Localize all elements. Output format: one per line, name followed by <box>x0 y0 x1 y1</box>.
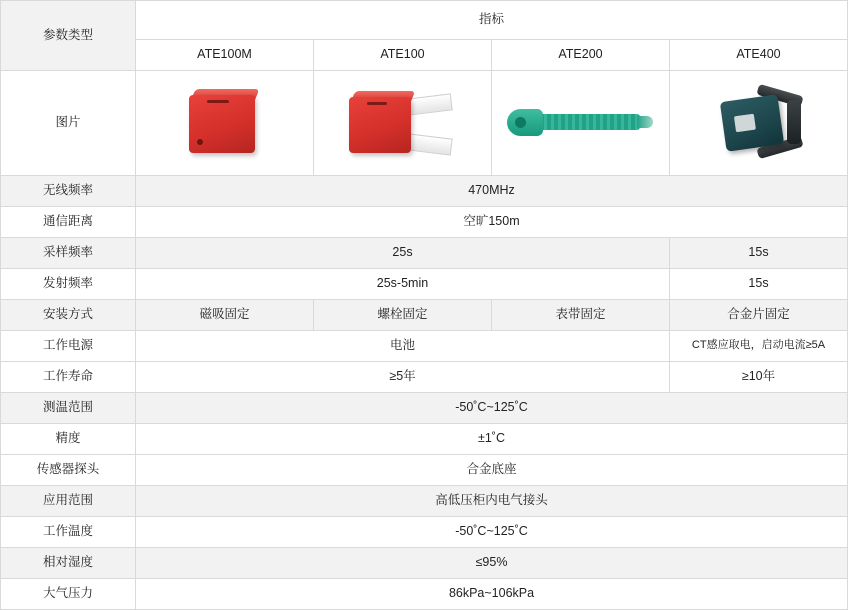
ct-body-block <box>719 94 783 152</box>
row-label-relative-humidity: 相对湿度 <box>1 548 136 579</box>
row-value-working-life-a: ≥5年 <box>136 362 670 393</box>
image-row <box>1 71 848 176</box>
row-label-atmospheric-pressure: 大气压力 <box>1 579 136 610</box>
table-row <box>1 362 848 393</box>
indicator-header: 指标 <box>136 1 848 40</box>
row-value-working-life-b: ≥10年 <box>670 362 848 393</box>
red-cube-sensor-image <box>136 71 313 175</box>
row-value-installation-ate200: 表带固定 <box>492 300 670 331</box>
model-header-ate100: ATE100 <box>314 40 492 71</box>
row-value-transmit-frequency-a: 25s-5min <box>136 269 670 300</box>
table-header-row <box>1 1 848 40</box>
table-body <box>1 1 848 610</box>
row-value-communication-distance: 空旷150m <box>136 207 848 238</box>
cube-slot <box>207 100 229 103</box>
row-value-relative-humidity: ≤95% <box>136 548 848 579</box>
row-label-wireless-frequency: 无线频率 <box>1 176 136 207</box>
row-value-temperature-range: -50˚C~125˚C <box>136 393 848 424</box>
row-value-transmit-frequency-b: 15s <box>670 269 848 300</box>
fork-prong-lower <box>403 133 452 156</box>
green-cable-tie-sensor-image <box>492 71 669 175</box>
product-image-cell-ate100 <box>314 71 492 176</box>
model-header-ate100m: ATE100M <box>136 40 314 71</box>
table-row <box>1 424 848 455</box>
table-row <box>1 579 848 610</box>
row-label-accuracy: 精度 <box>1 424 136 455</box>
red-fork-sensor-image <box>314 71 491 175</box>
tie-strap <box>540 114 640 130</box>
row-label-power-supply: 工作电源 <box>1 331 136 362</box>
fork-body <box>349 97 411 153</box>
table-row <box>1 238 848 269</box>
table-row <box>1 300 848 331</box>
image-row-label: 图片 <box>1 71 136 176</box>
row-value-accuracy: ±1˚C <box>136 424 848 455</box>
row-value-sampling-frequency-b: 15s <box>670 238 848 269</box>
red-cube-sensor-graphic <box>183 87 267 159</box>
row-value-installation-ate100: 螺栓固定 <box>314 300 492 331</box>
table-row <box>1 331 848 362</box>
row-value-atmospheric-pressure: 86kPa~106kPa <box>136 579 848 610</box>
ct-clamp-sensor-graphic <box>711 82 807 164</box>
tie-tip <box>637 116 653 128</box>
row-label-communication-distance: 通信距离 <box>1 207 136 238</box>
row-value-application-scope: 高低压柜内电气接头 <box>136 486 848 517</box>
table-row <box>1 269 848 300</box>
row-label-working-life: 工作寿命 <box>1 362 136 393</box>
row-label-working-temperature: 工作温度 <box>1 517 136 548</box>
row-value-sensor-probe: 合金底座 <box>136 455 848 486</box>
row-label-sensor-probe: 传感器探头 <box>1 455 136 486</box>
tie-head <box>507 109 543 136</box>
product-image-cell-ate400 <box>670 71 848 176</box>
row-value-installation-ate100m: 磁吸固定 <box>136 300 314 331</box>
row-label-sampling-frequency: 采样频率 <box>1 238 136 269</box>
row-value-sampling-frequency-a: 25s <box>136 238 670 269</box>
row-label-transmit-frequency: 发射频率 <box>1 269 136 300</box>
row-label-installation-method: 安装方式 <box>1 300 136 331</box>
model-header-ate200: ATE200 <box>492 40 670 71</box>
cube-dot <box>197 139 203 145</box>
cable-tie-sensor-graphic <box>507 102 655 144</box>
model-header-ate400: ATE400 <box>670 40 848 71</box>
table-row <box>1 207 848 238</box>
table-row <box>1 548 848 579</box>
param-type-header: 参数类型 <box>1 1 136 71</box>
row-value-installation-ate400: 合金片固定 <box>670 300 848 331</box>
product-image-cell-ate200 <box>492 71 670 176</box>
table-row <box>1 517 848 548</box>
table-row <box>1 393 848 424</box>
row-value-wireless-frequency: 470MHz <box>136 176 848 207</box>
row-label-temperature-range: 测温范围 <box>1 393 136 424</box>
row-value-working-temperature: -50˚C~125˚C <box>136 517 848 548</box>
ct-clamp-sensor-image <box>670 71 847 175</box>
red-fork-sensor-graphic <box>347 85 459 161</box>
fork-slot <box>367 102 387 105</box>
table-row <box>1 176 848 207</box>
row-value-power-supply-b: CT感应取电，启动电流≥5A <box>670 331 848 362</box>
product-image-cell-ate100m <box>136 71 314 176</box>
row-value-power-supply-a: 电池 <box>136 331 670 362</box>
table-row <box>1 486 848 517</box>
row-label-application-scope: 应用范围 <box>1 486 136 517</box>
ct-clamp-right <box>787 100 801 144</box>
table-row <box>1 455 848 486</box>
